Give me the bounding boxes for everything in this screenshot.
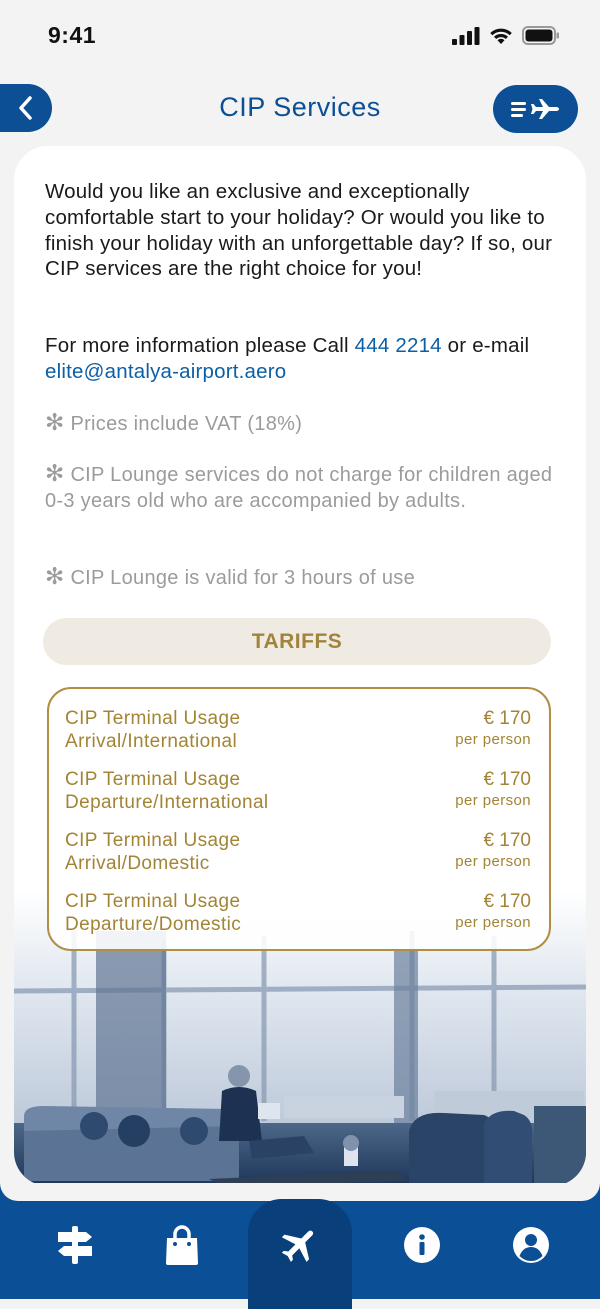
info-icon (402, 1225, 442, 1265)
tariff-price: € 170 (483, 708, 531, 729)
intro-text: Would you like an exclusive and exceptionally comfortable start to your holiday? Or would you like to finish your holiday with an unforgettable day? If so, our CIP services are the right choice for you! (45, 180, 553, 281)
contact-info (45, 333, 565, 385)
nav-info[interactable] (394, 1217, 450, 1273)
contact-prefix: For more information please Call (45, 334, 355, 357)
tariff-row (65, 891, 531, 941)
tariff-unit: per person (455, 792, 531, 809)
nav-shopping[interactable] (154, 1217, 210, 1273)
tariff-name-line1: CIP Terminal Usage (65, 769, 241, 790)
contact-middle: or e-mail (441, 334, 530, 357)
tariff-name (65, 708, 240, 753)
header (0, 84, 600, 134)
tariff-name (65, 891, 241, 936)
tariff-name-line1: CIP Terminal Usage (65, 891, 241, 912)
page-title: CIP Services (219, 92, 381, 122)
airplane-icon (278, 1223, 322, 1267)
tariff-name-line2: Arrival/Domestic (65, 852, 210, 874)
shopping-bag-icon (163, 1224, 201, 1266)
battery-icon (522, 26, 560, 45)
tariff-unit: per person (455, 914, 531, 931)
content-card (14, 146, 586, 1186)
tariff-unit: per person (455, 853, 531, 870)
asterisk-icon: ✻ (45, 563, 65, 589)
tariff-name-line2: Departure/International (65, 791, 269, 813)
email-link[interactable]: elite@antalya-airport.aero (45, 359, 287, 383)
nav-flights[interactable] (272, 1217, 328, 1273)
tariff-name-line2: Arrival/International (65, 730, 238, 752)
wifi-icon (488, 26, 514, 45)
flight-list-icon (511, 97, 561, 121)
tariff-price: € 170 (483, 769, 531, 790)
nav-directions[interactable] (47, 1217, 103, 1273)
tariff-name-line2: Departure/Domestic (65, 913, 242, 935)
tariff-row (65, 830, 531, 880)
asterisk-icon: ✻ (45, 409, 65, 435)
note-text: Prices include VAT (18%) (70, 413, 303, 435)
note-text: CIP Lounge is valid for 3 hours of use (70, 567, 416, 589)
tariff-name (65, 769, 269, 814)
tariffs-table (47, 687, 551, 951)
tariff-price: € 170 (483, 830, 531, 851)
tariff-name-line1: CIP Terminal Usage (65, 708, 241, 729)
tariff-name (65, 830, 240, 875)
tariff-unit: per person (455, 731, 531, 748)
note-children (45, 461, 565, 515)
phone-link[interactable]: 444 2214 (354, 334, 442, 357)
tariff-name-line1: CIP Terminal Usage (65, 830, 241, 851)
status-time: 9:41 (48, 22, 97, 48)
note-vat (45, 410, 565, 438)
status-icons (452, 26, 560, 45)
signal-icon (452, 27, 480, 45)
tariffs-header: TARIFFS (43, 618, 551, 665)
tariff-price: € 170 (483, 891, 531, 912)
tariff-row (65, 708, 531, 758)
signpost-icon (54, 1224, 96, 1266)
tariff-row (65, 769, 531, 819)
flight-menu-button[interactable] (493, 85, 578, 133)
note-duration (45, 564, 565, 592)
status-bar (0, 0, 600, 70)
profile-icon (511, 1225, 551, 1265)
bottom-nav (0, 1183, 600, 1299)
note-text: CIP Lounge services do not charge for children aged 0-3 years old who are accompanied by adults. (45, 464, 553, 512)
nav-profile[interactable] (503, 1217, 559, 1273)
asterisk-icon: ✻ (45, 460, 65, 486)
